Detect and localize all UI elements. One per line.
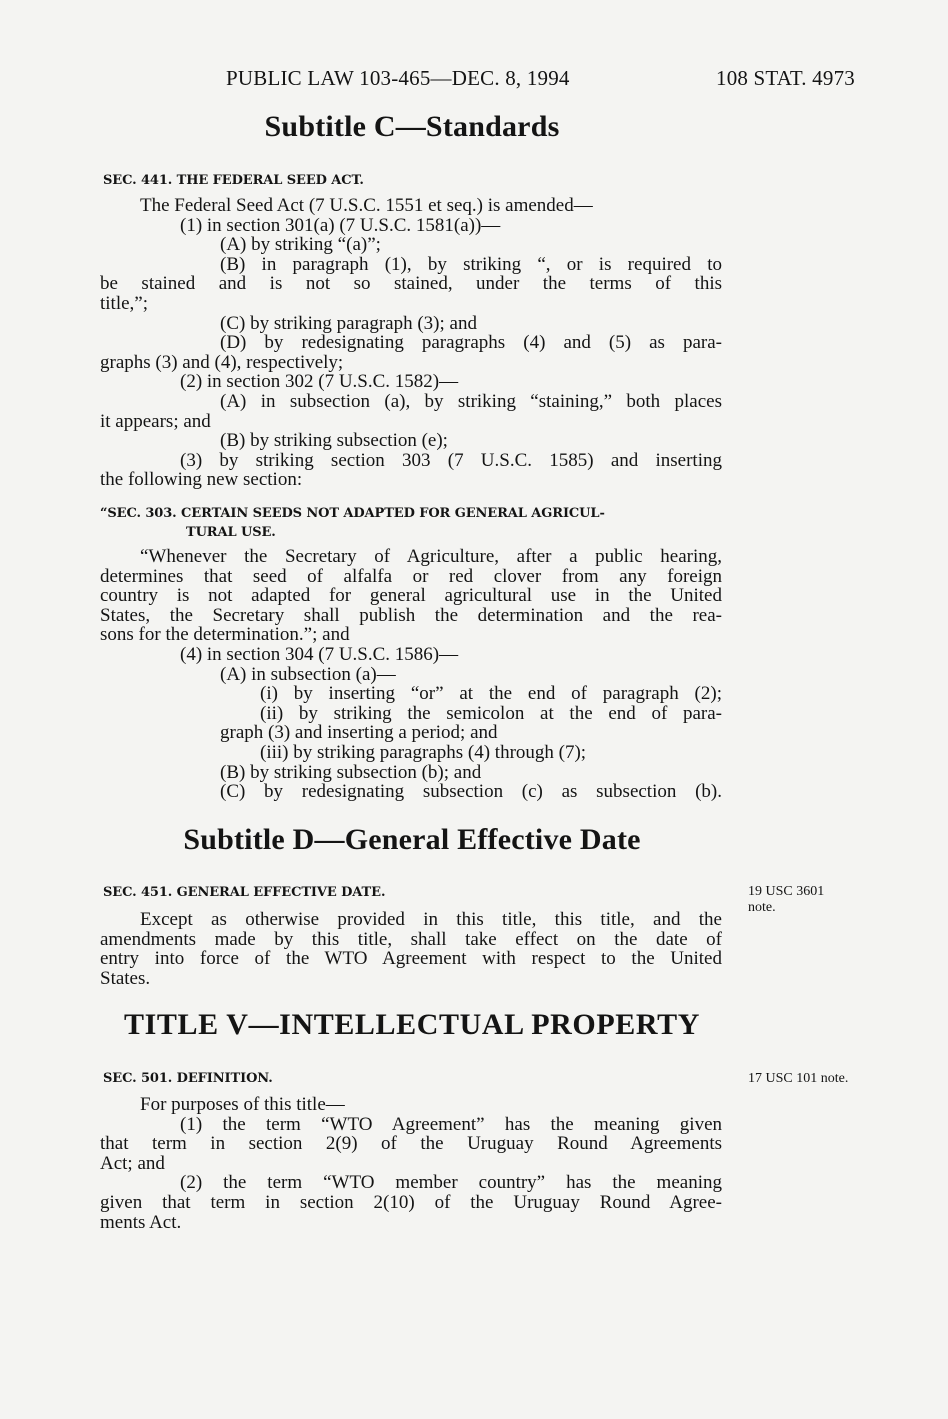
sec-441-heading: SEC. 441. THE FEDERAL SEED ACT. — [103, 173, 364, 188]
text-line: the following new section: — [100, 469, 303, 491]
subtitle-d-heading: Subtitle D—General Effective Date — [183, 823, 641, 856]
text-line: Act; and — [100, 1152, 165, 1174]
text-line: sons for the determination.”; and — [100, 624, 350, 646]
text-line: determines that seed of alfalfa or red clover from any foreign — [100, 565, 722, 587]
text-line: (ii) by striking the semicolon at the end of para- — [260, 702, 722, 724]
text-line: (D) by redesignating paragraphs (4) and (5) as para- — [220, 332, 722, 354]
text-line: (B) by striking subsection (b); and — [220, 761, 482, 783]
text-line: (C) by redesignating subsection (c) as subsection (b). — [220, 781, 722, 803]
text-line: graph (3) and inserting a period; and — [220, 722, 498, 744]
sec-501-body — [100, 1095, 722, 1232]
text-line: ments Act. — [100, 1211, 182, 1233]
text-line: (2) in section 302 (7 U.S.C. 1582)— — [180, 371, 459, 393]
margin-note-17-usc-101: 17 USC 101 note. — [748, 1071, 849, 1086]
text-line: entry into force of the WTO Agreement with respect to the United — [100, 948, 722, 970]
text-line: country is not adapted for general agricultural use in the United — [100, 585, 722, 607]
text-line: (A) in subsection (a), by striking “staining,” both places — [220, 390, 722, 412]
text-line: (1) in section 301(a) (7 U.S.C. 1581(a))— — [180, 214, 501, 236]
text-line: (A) in subsection (a)— — [220, 663, 396, 685]
text-line: (B) in paragraph (1), by striking “, or is required to — [220, 253, 722, 275]
text-line: For purposes of this title— — [140, 1094, 345, 1115]
sec-303-body — [100, 547, 722, 802]
running-head-right: 108 STAT. 4973 — [716, 66, 855, 90]
sec-451-body — [100, 910, 722, 988]
margin-note-19-usc-3601 — [748, 884, 824, 916]
text-line: (A) by striking “(a)”; — [220, 234, 381, 256]
text-line: (1) the term “WTO Agreement” has the meaning given — [180, 1113, 722, 1135]
text-line: (B) by striking subsection (e); — [220, 430, 448, 452]
subtitle-c-heading: Subtitle C—Standards — [264, 110, 560, 143]
text-line: amendments made by this title, shall take effect on the date of — [100, 928, 722, 950]
text-line: States. — [100, 967, 151, 989]
text-line: title,”; — [100, 292, 149, 314]
sec-451-heading: SEC. 451. GENERAL EFFECTIVE DATE. — [103, 885, 386, 900]
margin-note-line: 19 USC 3601 — [748, 884, 825, 899]
text-line: that term in section 2(9) of the Uruguay Round Agreements — [100, 1133, 722, 1155]
text-line: (4) in section 304 (7 U.S.C. 1586)— — [180, 643, 459, 665]
margin-note-line: note. — [748, 900, 776, 915]
running-head-left: PUBLIC LAW 103-465—DEC. 8, 1994 — [226, 66, 570, 90]
sec-441-body — [100, 196, 722, 490]
text-line: graphs (3) and (4), respectively; — [100, 351, 344, 373]
text-line: “Whenever the Secretary of Agriculture, after a public hearing, — [140, 546, 722, 567]
text-line: States, the Secretary shall publish the determination and the rea- — [100, 604, 722, 626]
text-line: given that term in section 2(10) of the Uruguay Round Agree- — [100, 1191, 722, 1213]
text-line: Except as otherwise provided in this title, this title, and the — [140, 909, 722, 930]
sec-303-heading-line2: TURAL USE. — [186, 525, 276, 540]
text-line: be stained and is not so stained, under the terms of this — [100, 273, 722, 295]
title-v-heading: TITLE V—INTELLECTUAL PROPERTY — [124, 1008, 700, 1041]
text-line: (3) by striking section 303 (7 U.S.C. 1585) and inserting — [180, 449, 722, 471]
text-line: (iii) by striking paragraphs (4) through (7); — [260, 741, 587, 763]
text-line: (2) the term “WTO member country” has the meaning — [180, 1172, 722, 1194]
sec-303-heading-line1: “SEC. 303. CERTAIN SEEDS NOT ADAPTED FOR GENERAL AGRICUL- — [100, 506, 605, 521]
text-line: The Federal Seed Act (7 U.S.C. 1551 et seq.) is amended— — [140, 195, 593, 216]
text-line: (i) by inserting “or” at the end of paragraph (2); — [260, 683, 722, 705]
sec-501-heading: SEC. 501. DEFINITION. — [103, 1071, 273, 1086]
text-line: it appears; and — [100, 410, 211, 432]
text-line: (C) by striking paragraph (3); and — [220, 312, 477, 334]
